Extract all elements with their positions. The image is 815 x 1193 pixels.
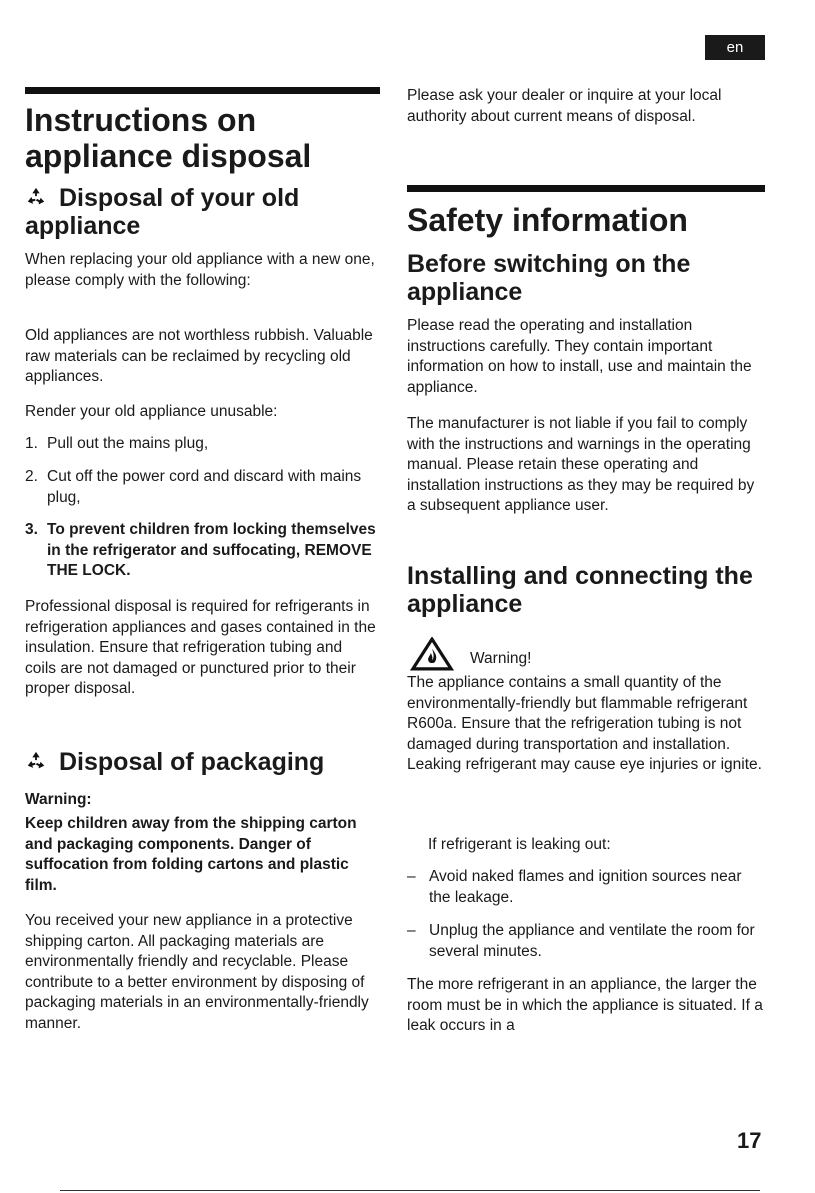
packaging-warning-label: Warning: [25, 791, 92, 808]
list-text: To prevent children from locking themselves in the refrigerator and suffocating, REMOVE THE LOCK. [47, 521, 376, 579]
recycle-icon [25, 186, 47, 208]
safety-title: Safety information [407, 202, 688, 238]
list-text: Cut off the power cord and discard with mains plug, [47, 468, 362, 506]
install-paragraph-2: The more refrigerant in an appliance, the larger the room must be in which the appliance is situated. If a leak occurs in a [407, 976, 763, 1034]
list-text: Unplug the appliance and ventilate the room for several minutes. [429, 922, 755, 960]
list-dash: – [407, 922, 416, 939]
footer-line [60, 1190, 760, 1191]
before-switching-heading: Before switching on the appliance [407, 250, 691, 306]
list-item [25, 434, 377, 456]
render-unusable-paragraph: Render your old appliance unusable: [25, 403, 278, 420]
list-item [25, 520, 377, 582]
install-paragraph-1: The appliance contains a small quantity of the environmentally-friendly but flammable refrigerant R600a. Ensure that the refrigeration tubing is not damaged during transportation and installation. Leaking refrigerant may cause eye injuries or ignite. [407, 674, 762, 773]
packaging-warning-text: Keep children away from the shipping carton and packaging components. Danger of suffocation from folding cartons and plastic film. [25, 815, 357, 894]
old-intro-paragraph: When replacing your old appliance with a new one, please comply with the following: [25, 251, 375, 289]
installing-heading: Installing and connecting the appliance [407, 562, 753, 618]
packaging-heading-text: Disposal of packaging [59, 748, 325, 776]
before-paragraph-1: Please read the operating and installation instructions carefully. They contain important information on how to install, use and maintain the appliance. [407, 317, 752, 396]
list-item [407, 867, 765, 911]
list-text: Pull out the mains plug, [47, 435, 209, 452]
list-dash: – [407, 868, 416, 885]
recycle-icon [25, 750, 47, 772]
dealer-paragraph: Please ask your dealer or inquire at your local authority about current means of disposal. [407, 87, 722, 125]
list-item [407, 921, 765, 965]
old-appliance-heading [25, 184, 365, 240]
section-rule-left [25, 87, 380, 94]
old-appliance-heading-text: Disposal of your old appliance [25, 184, 300, 240]
list-number: 2. [25, 468, 38, 485]
list-item [25, 467, 377, 511]
old-rubbish-paragraph: Old appliances are not worthless rubbish. Valuable raw materials can be reclaimed by recycling old appliances. [25, 327, 373, 385]
language-badge: en [705, 35, 765, 60]
packaging-heading [25, 748, 370, 776]
page-number: 17 [737, 1128, 762, 1153]
list-number: 3. [25, 521, 38, 538]
professional-disposal-paragraph: Professional disposal is required for refrigerants in refrigeration appliances and gases contained in the insulation. Ensure that refrigeration tubing and coils are not damaged or punctured prior to their proper disposal. [25, 598, 376, 697]
disposal-title: Instructions on appliance disposal [25, 102, 312, 174]
section-rule-right [407, 185, 765, 192]
packaging-body-paragraph: You received your new appliance in a protective shipping carton. All packaging materials are environmentally friendly and recyclable. Please contribute to a better environment by disposing of packaging materials in an environmentally-friendly manner. [25, 912, 369, 1032]
list-number: 1. [25, 435, 38, 452]
install-warning-label: Warning! [470, 650, 532, 667]
before-paragraph-2: The manufacturer is not liable if you fail to comply with the instructions and warnings in the operating manual. Please retain these operating and installation instructions as they may be required by a subsequent appliance user. [407, 415, 755, 514]
list-text: Avoid naked flames and ignition sources near the leakage. [429, 868, 742, 906]
flame-warning-icon [410, 637, 454, 671]
leak-intro: If refrigerant is leaking out: [428, 836, 611, 853]
